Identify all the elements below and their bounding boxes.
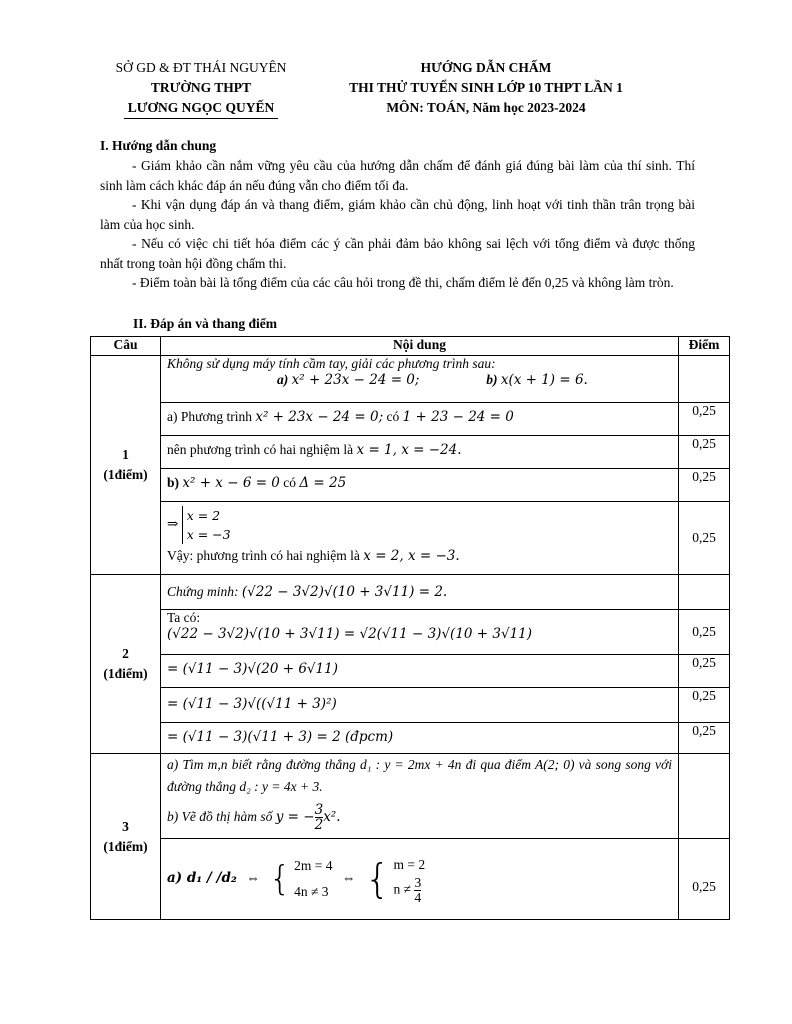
school-name: LƯƠNG NGỌC QUYẾN <box>124 98 279 119</box>
question-number-cell <box>91 356 161 575</box>
question-prompt-cell <box>161 356 679 403</box>
system-line: 2m = 4 <box>294 858 333 873</box>
table-row <box>91 502 730 575</box>
answer-cell <box>161 403 679 436</box>
function-equation: y = − <box>275 809 315 825</box>
numerator: 3 <box>314 802 324 819</box>
denominator: 4 <box>414 889 422 905</box>
answer-label: a) d₁ / /d₂ <box>167 870 237 887</box>
function-equation: x². <box>323 809 341 825</box>
score: 0,25 <box>679 655 730 688</box>
score: 0,25 <box>679 469 730 502</box>
section1-title: I. Hướng dẫn chung <box>100 138 217 153</box>
section2-title: II. Đáp án và thang điểm <box>133 316 278 331</box>
answer-cell <box>161 469 679 502</box>
system-line: m = 2 <box>393 856 426 872</box>
question-prompt: Không sử dụng máy tính cầm tay, giải các phương trình sau: <box>167 356 496 371</box>
score-cell <box>679 356 730 403</box>
fraction <box>414 876 421 905</box>
answer-equation: x = 1, x = −24. <box>356 442 462 458</box>
general-guidelines <box>100 136 695 293</box>
answer-text: a) Phương trình <box>167 409 252 424</box>
table-row <box>91 575 730 610</box>
equivalent-symbol: ⇔ <box>341 870 356 886</box>
exam-info <box>331 58 641 118</box>
school-type: TRƯỜNG THPT <box>150 80 252 95</box>
answer-cell <box>161 502 679 575</box>
exam-title: THI THỬ TUYỂN SINH LỚP 10 THPT LẦN 1 <box>349 80 623 95</box>
answer-equation: x² + 23x − 24 = 0; <box>255 409 384 425</box>
denominator: 2 <box>314 817 324 834</box>
equivalent-symbol: ⇔ <box>246 870 260 886</box>
answer-equation: 1 + 23 − 24 = 0 <box>402 409 514 425</box>
table-row <box>91 839 730 920</box>
guideline-paragraph: - Nếu có việc chi tiết hóa điểm các ý cần phải đảm bảo không sai lệch với tổng điểm và được thống nhất trong toàn hội đồng chấm thi. <box>100 236 695 271</box>
question-points: (1điểm) <box>103 467 148 482</box>
question-prompt: Chứng minh: <box>167 584 239 599</box>
answer-equation: = (√11 − 3)(√11 + 3) = 2 (đpcm) <box>167 729 394 745</box>
guideline-paragraph: - Giám khảo cần nắm vững yêu cầu của hướng dẫn chấm để đánh giá đúng bài làm của thí sinh. Thí sinh làm cách khác đáp án nếu đúng vẫn cho điểm tối đa. <box>100 158 695 193</box>
answer-equation: Δ = 25 <box>299 475 347 491</box>
answer-equation: x² + x − 6 = 0 <box>182 475 280 491</box>
score: 0,25 <box>679 688 730 723</box>
guideline-paragraph: - Khi vận dụng đáp án và thang điểm, giám khảo cần chủ động, linh hoạt với tinh thần trân trọng bài làm của học sinh. <box>100 197 695 232</box>
question-prompt-cell <box>161 575 679 610</box>
answer-text: Ta có: <box>167 610 201 625</box>
question-number: 3 <box>122 818 129 834</box>
answer-cell <box>161 723 679 754</box>
answer-equation: (√22 − 3√2)√(10 + 3√11) = √2(√11 − 3)√(10 + 3√11) <box>167 626 533 642</box>
equation-system: { 2m = 4 4n ≠ 3 <box>269 853 332 905</box>
part-b-label: b) <box>486 372 498 387</box>
equation-system: { m = 2 n ≠ $\frac{3}{4}$ <box>365 854 425 905</box>
answer-text: có <box>283 475 297 490</box>
answer-table <box>90 336 730 920</box>
answer-equation: = (√11 − 3)√(20 + 6√11) <box>167 661 338 677</box>
equation-b: x(x + 1) = 6. <box>500 372 588 388</box>
question-number-cell <box>91 754 161 920</box>
table-row <box>91 610 730 655</box>
subject-year: MÔN: TOÁN, Năm học 2023-2024 <box>386 100 586 115</box>
implies-symbol: ⇒ <box>167 516 179 532</box>
answer-cell <box>161 436 679 469</box>
question-prompt: a) Tìm m,n biết rằng đường thẳng d₁ : y = 2mx + 4n đi qua điểm A(2; 0) và song song với đường thẳng d₂ : y = 4x + 3. <box>167 757 672 794</box>
table-row <box>91 403 730 436</box>
score-cell <box>679 754 730 839</box>
table-row <box>91 754 730 839</box>
numerator: 3 <box>414 874 422 890</box>
score: 0,25 <box>679 723 730 754</box>
school-info <box>96 58 306 119</box>
question-prompt: b) Vẽ đồ thị hàm số <box>167 809 273 824</box>
question-equation: (√22 − 3√2)√(10 + 3√11) = 2. <box>241 584 448 600</box>
score: 0,25 <box>679 502 730 575</box>
table-row <box>91 723 730 754</box>
solution-line: x = 2 <box>186 508 221 523</box>
table-row <box>91 356 730 403</box>
guideline-paragraph: - Điểm toàn bài là tổng điểm của các câu hỏi trong đề thi, chấm điểm lẻ đến 0,25 và không làm tròn. <box>132 275 674 290</box>
conclusion-text: Vậy: phương trình có hai nghiệm là <box>167 548 360 563</box>
col-header-cau: Câu <box>91 337 161 356</box>
score-cell <box>679 575 730 610</box>
answer-equation: = (√11 − 3)√((√11 + 3)²) <box>167 696 337 712</box>
table-row <box>91 436 730 469</box>
solution-line: x = −3 <box>186 527 231 542</box>
col-header-diem: Điểm <box>679 337 730 356</box>
question-number: 1 <box>122 447 129 462</box>
question-points: (1điểm) <box>103 666 148 681</box>
fraction <box>315 803 324 832</box>
table-header-row <box>91 337 730 356</box>
document-title: HƯỚNG DẪN CHẤM <box>420 60 552 75</box>
col-header-noidung: Nội dung <box>161 337 679 356</box>
score: 0,25 <box>679 403 730 436</box>
answer-cell <box>161 610 679 655</box>
department-name: SỞ GD & ĐT THÁI NGUYÊN <box>115 60 287 75</box>
answer-equation: x = 2, x = −3. <box>363 548 460 564</box>
answer-label: b) <box>167 475 180 490</box>
system-line: n ≠ <box>393 881 412 897</box>
score: 0,25 <box>679 436 730 469</box>
question-prompt-cell <box>161 754 679 839</box>
question-number: 2 <box>122 646 129 661</box>
answer-text: nên phương trình có hai nghiệm là <box>167 442 354 457</box>
system-line: 4n ≠ 3 <box>294 884 329 899</box>
answer-text: có <box>386 409 400 424</box>
table-row <box>91 469 730 502</box>
equation-a: x² + 23x − 24 = 0; <box>291 372 420 388</box>
answer-cell <box>161 839 679 920</box>
question-number-cell <box>91 575 161 754</box>
part-a-label: a) <box>277 372 289 387</box>
table-row <box>91 688 730 723</box>
score: 0,25 <box>679 610 730 655</box>
score: 0,25 <box>679 839 730 920</box>
answer-cell <box>161 688 679 723</box>
table-row <box>91 655 730 688</box>
question-points: (1điểm) <box>103 838 148 854</box>
answer-cell <box>161 655 679 688</box>
